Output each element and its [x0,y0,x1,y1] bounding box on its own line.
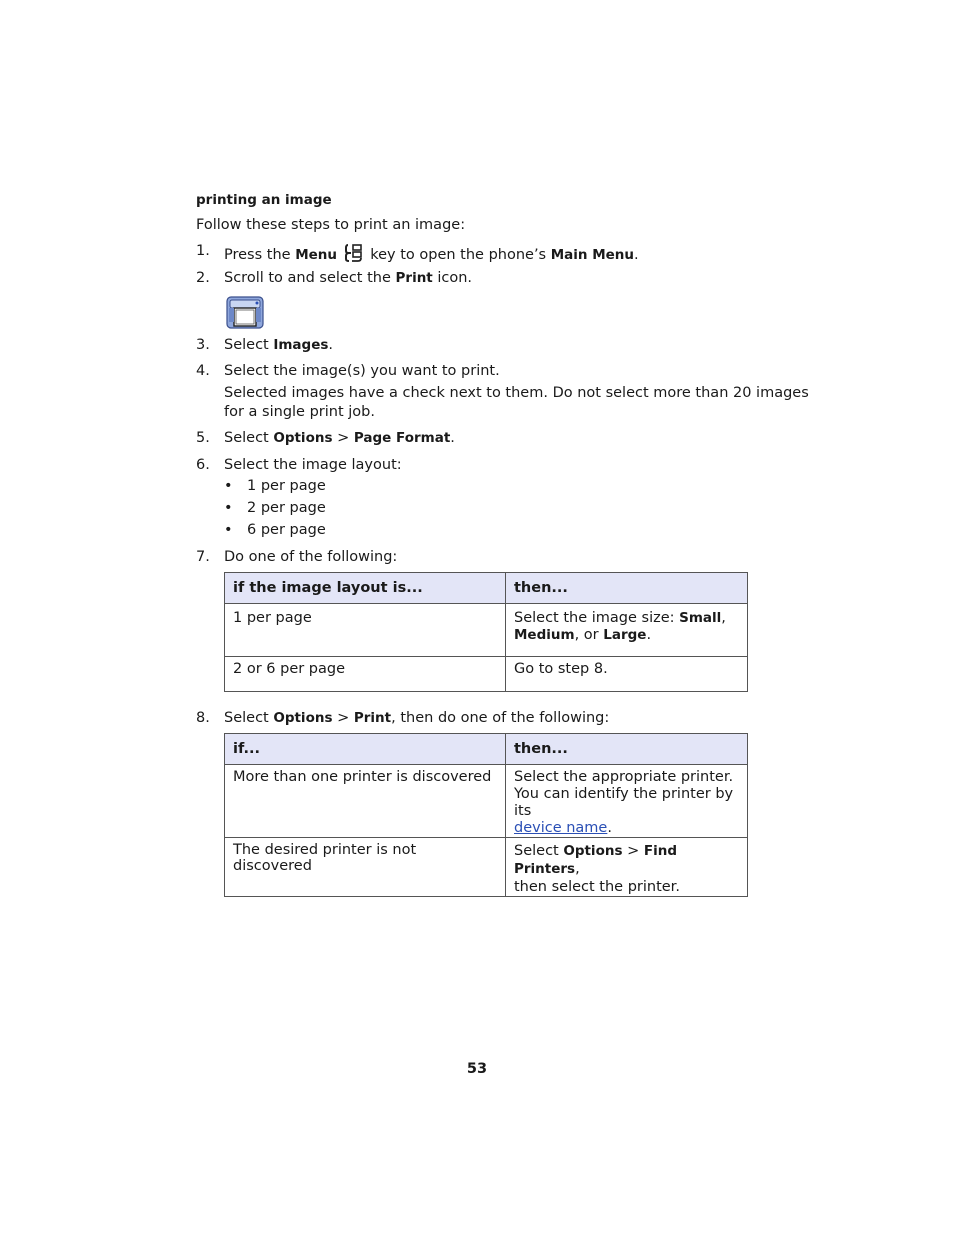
cell-text: then select the printer. [514,879,680,895]
step-6-text: Select the image layout: [224,457,402,473]
printer-table [224,733,748,897]
images-label: Images [273,337,329,353]
printer-icon [226,296,264,329]
separator: > [332,430,354,446]
layout-table [224,572,748,692]
step-2-number: 2. [196,270,210,286]
table-header: then... [506,734,748,765]
step-4-number: 4. [196,363,210,379]
cell-text: Select [514,843,564,859]
bullet-marker: • [224,478,233,494]
step-text: Select [224,337,274,353]
bullet-marker: • [224,522,233,538]
main-menu-label: Main Menu [550,247,635,263]
table-cell: Go to step 8. [506,657,748,692]
step-8-text [224,710,609,726]
table-cell: More than one printer is discovered [225,765,506,838]
step-text: , then do one of the following: [391,710,610,726]
step-1-number: 1. [196,243,210,259]
table-header: then... [506,573,748,604]
table-cell: 1 per page [225,604,506,657]
step-text: icon. [432,270,473,286]
options-label: Options [273,430,333,446]
options-label: Options [563,843,623,859]
size-medium: Medium [514,627,575,643]
bullet-marker: • [224,500,233,516]
size-small: Small [679,610,722,626]
step-text: key to open the phone’s [365,247,551,263]
step-3-text [224,337,333,353]
bullet-item: 2 per page [247,500,326,516]
table-row [225,657,748,692]
menu-label: Menu [295,247,337,263]
cell-text: Select the appropriate printer. [514,769,734,785]
separator: > [332,710,354,726]
step-6-number: 6. [196,457,210,473]
device-name-link[interactable]: device name [514,820,608,836]
step-7-number: 7. [196,549,210,565]
step-1-text [224,243,639,263]
table-header-row [225,573,748,604]
step-7-text: Do one of the following: [224,549,398,565]
print-label: Print [353,710,392,726]
step-text: Select [224,710,274,726]
step-5-text [224,430,455,446]
table-header: if the image layout is... [225,573,506,604]
page-number: 53 [466,1061,488,1077]
intro-text: Follow these steps to print an image: [196,217,466,233]
menu-key-icon [344,243,364,263]
bullet-item: 6 per page [247,522,326,538]
punctuation: . [634,247,639,263]
cell-text: , or [574,627,604,643]
table-cell: 2 or 6 per page [225,657,506,692]
step-4-text: Select the image(s) you want to print. [224,363,500,379]
punctuation: , [721,610,726,626]
page-format-label: Page Format [353,430,451,446]
step-3-number: 3. [196,337,210,353]
table-row [225,604,748,657]
step-5-number: 5. [196,430,210,446]
step-text: Select [224,430,274,446]
punctuation: . [328,337,334,353]
table-row [225,838,748,897]
cell-text: You can identify the printer by its [514,786,734,819]
table-row [225,765,748,838]
step-4-note-line1: Selected images have a check next to them. Do not select more than 20 images [224,385,809,401]
table-cell: The desired printer is not discovered [225,838,506,897]
punctuation: . [646,627,652,643]
step-text: Press the [224,247,296,263]
table-header-row [225,734,748,765]
punctuation: . [607,820,612,836]
separator: > [622,843,644,859]
section-heading: printing an image [196,192,332,208]
punctuation: . [450,430,455,446]
print-label: Print [395,270,433,286]
table-cell [506,604,748,657]
punctuation: , [575,861,580,877]
step-2-text [224,270,472,286]
bullet-item: 1 per page [247,478,326,494]
table-cell [506,765,748,838]
cell-text: Select the image size: [514,610,680,626]
step-text: Scroll to and select the [224,270,396,286]
options-label: Options [273,710,333,726]
step-8-number: 8. [196,710,210,726]
size-large: Large [603,627,647,643]
table-cell [506,838,748,897]
table-header: if... [225,734,506,765]
find-printers-label: Find Printers [514,843,677,877]
step-4-note-line2: for a single print job. [224,404,375,420]
